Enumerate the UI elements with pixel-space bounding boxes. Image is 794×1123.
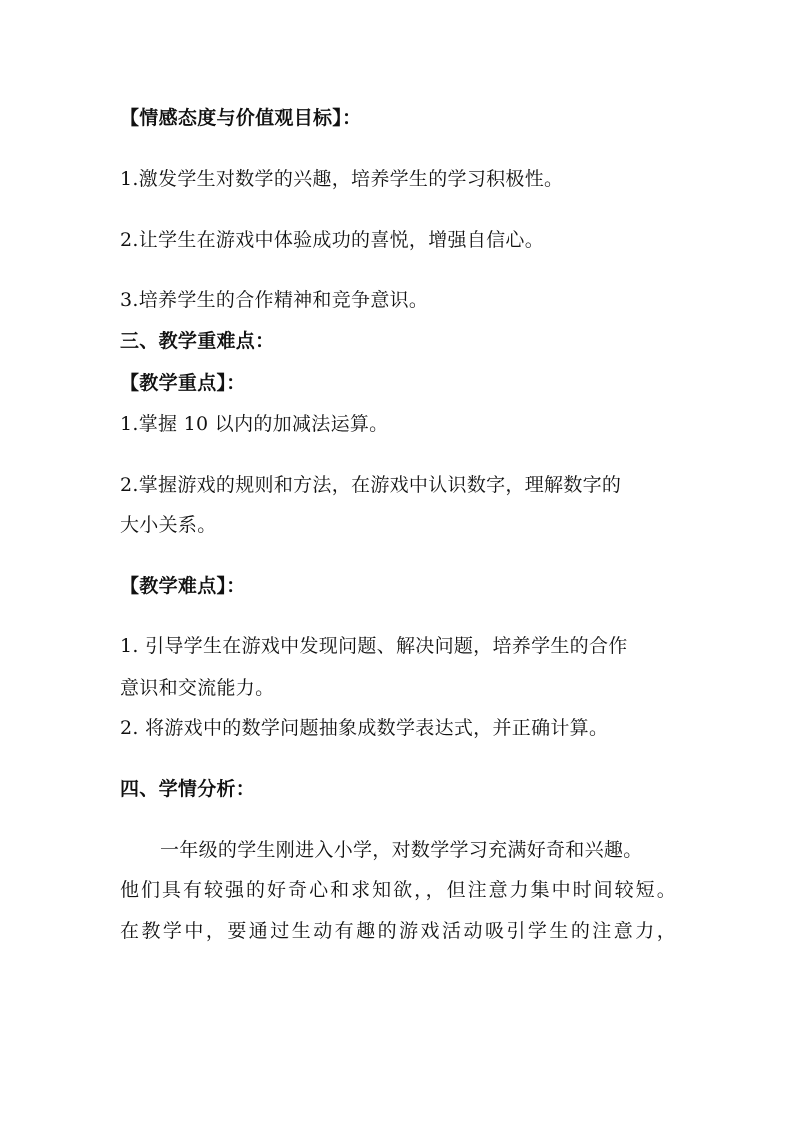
emotion-goal-heading: 【情感态度与价值观目标】： xyxy=(120,107,362,129)
analysis-paragraph-line-1: 一年级的学生刚进入小学，对数学学习充满好奇和兴趣。 xyxy=(160,839,643,861)
analysis-paragraph-line-3: 在教学中，要通过生动有趣的游戏活动吸引学生的注意力， xyxy=(120,920,676,942)
emotion-goal-item-1: 1.激发学生对数学的兴趣，培养学生的学习积极性。 xyxy=(120,168,564,190)
key-point-item-2-line-1: 2.掌握游戏的规则和方法，在游戏中认识数字，理解数字的 xyxy=(120,474,622,496)
key-points-heading: 【教学重点】： xyxy=(120,372,246,394)
difficulty-item-2: 2. 将游戏中的数学问题抽象成数学表达式，并正确计算。 xyxy=(120,717,609,739)
difficulty-item-1-line-2: 意识和交流能力。 xyxy=(120,677,275,699)
analysis-paragraph-line-2: 他们具有较强的好奇心和求知欲，，但注意力集中时间较短。 xyxy=(120,879,676,901)
emotion-goal-item-2: 2.让学生在游戏中体验成功的喜悦，增强自信心。 xyxy=(120,229,545,251)
emotion-goal-item-3: 3.培养学生的合作精神和竞争意识。 xyxy=(120,289,429,311)
key-point-item-2-line-2: 大小关系。 xyxy=(120,514,217,536)
difficulties-heading: 【教学难点】： xyxy=(120,575,246,597)
section-3-title: 三、教学重难点： xyxy=(120,330,275,352)
section-4-title: 四、学情分析： xyxy=(120,778,256,800)
key-point-item-1: 1.掌握 10 以内的加减法运算。 xyxy=(120,413,389,435)
difficulty-item-1-line-1: 1. 引导学生在游戏中发现问题、解决问题，培养学生的合作 xyxy=(120,635,628,657)
